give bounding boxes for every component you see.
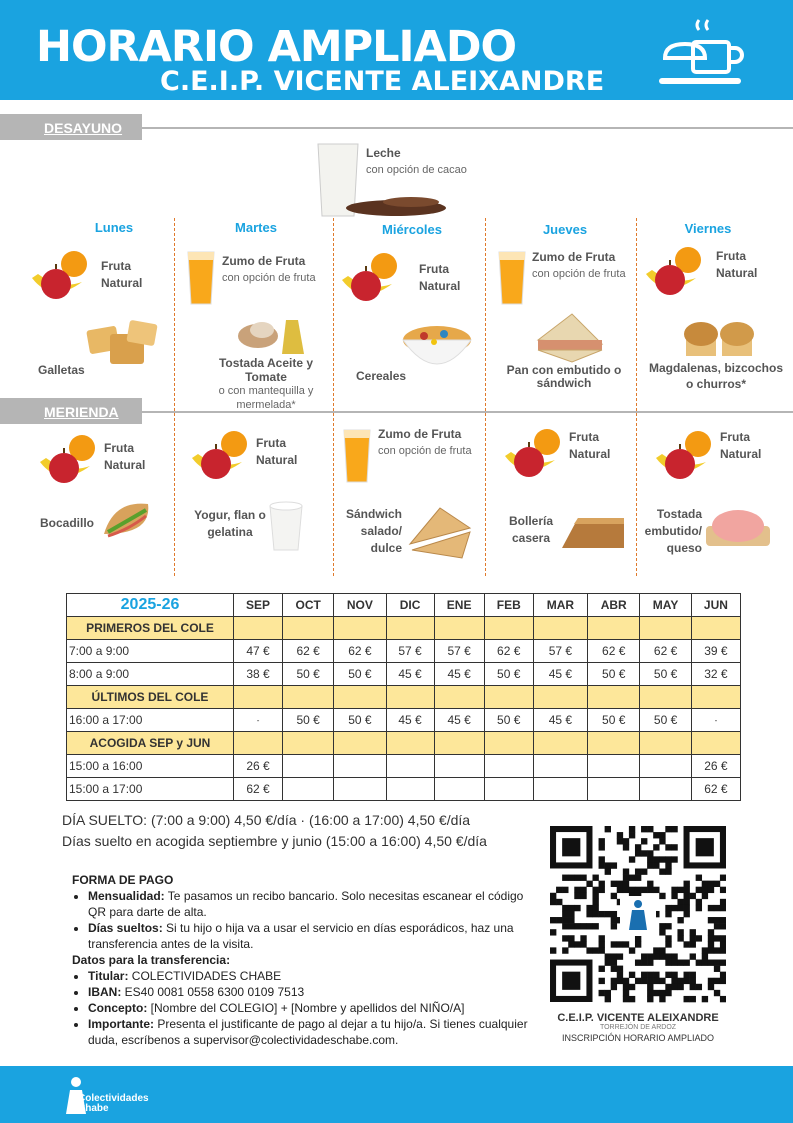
price-cell	[588, 778, 640, 801]
table-category-row	[67, 732, 741, 755]
merienda-jueves-item1: Fruta Natural	[569, 430, 611, 461]
month-header: SEP	[234, 594, 283, 617]
time-slot: 7:00 a 9:00	[67, 640, 234, 663]
price-cell: 39 €	[691, 640, 740, 663]
month-header: FEB	[484, 594, 533, 617]
price-cell	[283, 755, 334, 778]
month-header: MAR	[533, 594, 587, 617]
price-cell	[334, 755, 386, 778]
merienda-jueves-item2: Bollería casera	[508, 514, 553, 545]
merienda-miercoles-item1-sub: con opción de fruta	[378, 445, 472, 457]
month-header: NOV	[334, 594, 386, 617]
qr-town: TORREJÓN DE ARDOZ	[599, 1024, 677, 1031]
cookies-icon	[84, 318, 160, 372]
empty-cell	[691, 686, 740, 709]
empty-cell	[484, 686, 533, 709]
merienda-lunes-item2: Bocadillo	[40, 516, 95, 530]
empty-cell	[283, 686, 334, 709]
price-cell	[334, 778, 386, 801]
price-cell: 45 €	[533, 663, 587, 686]
qr-code[interactable]	[550, 826, 726, 1006]
empty-cell	[386, 686, 434, 709]
empty-cell	[484, 732, 533, 755]
yogurt-icon	[266, 500, 306, 552]
price-cell: 62 €	[691, 778, 740, 801]
jueves-item1-sub: con opción de fruta	[532, 268, 626, 280]
payment-title: FORMA DE PAGO	[72, 873, 174, 887]
milk-sub: con opción de cacao	[366, 164, 467, 176]
milk-label: Leche	[366, 146, 401, 160]
price-cell: 26 €	[234, 755, 283, 778]
price-cell: 45 €	[434, 663, 484, 686]
juice-icon	[186, 250, 216, 306]
sandwich-icon	[406, 504, 472, 560]
empty-cell	[434, 732, 484, 755]
cake-icon	[560, 514, 626, 550]
miercoles-item1: Fruta Natural	[419, 262, 461, 293]
empty-cell	[640, 732, 692, 755]
empty-cell	[283, 732, 334, 755]
day-jueves: Jueves	[542, 222, 588, 237]
payment-info	[72, 872, 532, 1048]
empty-cell	[234, 686, 283, 709]
empty-cell	[334, 686, 386, 709]
day-viernes: Viernes	[684, 221, 732, 236]
merienda-miercoles-item2: Sándwich salado/ dulce	[345, 507, 402, 555]
toast-oil-icon	[234, 306, 308, 356]
price-cell: 26 €	[691, 755, 740, 778]
empty-cell	[533, 617, 587, 640]
category-label: ÚLTIMOS DEL COLE	[67, 686, 234, 709]
martes-item2-sub: o con mantequilla y mermelada*	[218, 385, 314, 411]
lunes-item2: Galletas	[38, 363, 85, 377]
juice-icon	[342, 428, 372, 484]
dia-suelto-note: DÍA SUELTO: (7:00 a 9:00) 4,50 €/día · (16:00 a 17:00) 4,50 €/día	[62, 812, 471, 828]
price-cell	[533, 778, 587, 801]
empty-cell	[434, 617, 484, 640]
fruit-icon	[30, 248, 92, 300]
price-cell: 62 €	[588, 640, 640, 663]
price-cell: 62 €	[234, 778, 283, 801]
school-year: 2025-26	[67, 594, 234, 617]
empty-cell	[234, 732, 283, 755]
fruit-icon	[190, 428, 252, 480]
table-row	[67, 709, 741, 732]
transfer-title: Datos para la transferencia:	[72, 953, 231, 967]
footer-brand: Colectividades Chabe	[78, 1093, 149, 1114]
transfer-item: • Concepto: [Nombre del COLEGIO] + [Nombre y apellidos del NIÑO/A]	[88, 1000, 532, 1016]
price-cell: 50 €	[640, 709, 692, 732]
column-divider	[174, 218, 175, 576]
qr-caption: INSCRIPCIÓN HORARIO AMPLIADO	[561, 1033, 715, 1043]
empty-cell	[533, 732, 587, 755]
month-header: DIC	[386, 594, 434, 617]
merienda-lunes-item1: Fruta Natural	[104, 441, 146, 472]
price-cell: 62 €	[334, 640, 386, 663]
price-cell: 50 €	[484, 663, 533, 686]
price-cell	[283, 778, 334, 801]
fruit-icon	[644, 244, 706, 296]
transfer-item: • IBAN: ES40 0081 0558 6300 0109 7513	[88, 984, 532, 1000]
price-cell	[640, 755, 692, 778]
jueves-item1: Zumo de Fruta	[532, 250, 616, 264]
price-cell	[386, 755, 434, 778]
bocadillo-icon	[98, 494, 154, 550]
price-cell: 50 €	[283, 663, 334, 686]
miercoles-item2: Cereales	[356, 369, 407, 383]
empty-cell	[434, 686, 484, 709]
fruit-icon	[340, 250, 402, 302]
merienda-section-label: MERIENDA	[0, 398, 142, 424]
price-cell	[484, 755, 533, 778]
empty-cell	[386, 617, 434, 640]
merienda-miercoles-item1: Zumo de Fruta	[378, 427, 462, 441]
empty-cell	[283, 617, 334, 640]
month-header: OCT	[283, 594, 334, 617]
jueves-item2: Pan con embutido o sándwich	[506, 363, 622, 390]
payment-item: • Días sueltos: Si tu hijo o hija va a usar el servicio en días esporádicos, haz una transferencia antes de la visita.	[88, 920, 532, 952]
price-cell	[434, 778, 484, 801]
price-cell	[640, 778, 692, 801]
empty-cell	[691, 732, 740, 755]
price-cell: 45 €	[533, 709, 587, 732]
empty-cell	[640, 686, 692, 709]
merienda-martes-item2: Yogur, flan o gelatina	[194, 508, 266, 539]
table-row	[67, 778, 741, 801]
cereal-bowl-icon	[400, 318, 474, 378]
lunes-item1: Fruta Natural	[101, 259, 143, 290]
price-cell: 47 €	[234, 640, 283, 663]
table-row	[67, 755, 741, 778]
price-cell	[533, 755, 587, 778]
page-title: HORARIO AMPLIADO	[36, 22, 517, 72]
breakfast-cup-icon	[655, 14, 745, 94]
fruit-icon	[38, 432, 100, 484]
price-cell	[588, 755, 640, 778]
merienda-martes-item1: Fruta Natural	[256, 436, 298, 467]
transfer-item: • Titular: COLECTIVIDADES CHABE	[88, 968, 532, 984]
price-table	[66, 593, 741, 801]
price-cell: 50 €	[588, 663, 640, 686]
martes-item2: Tostada Aceite y Tomate	[218, 356, 314, 384]
time-slot: 15:00 a 16:00	[67, 755, 234, 778]
price-cell: 50 €	[484, 709, 533, 732]
dias-suelto-acogida-note: Días suelto en acogida septiembre y junio (15:00 a 16:00) 4,50 €/día	[62, 833, 487, 849]
time-slot: 16:00 a 17:00	[67, 709, 234, 732]
price-cell: 32 €	[691, 663, 740, 686]
qr-school: C.E.I.P. VICENTE ALEIXANDRE	[557, 1012, 719, 1024]
merienda-viernes-item2: Tostada embutido/ queso	[644, 507, 702, 555]
price-cell: 50 €	[334, 663, 386, 686]
price-cell: 62 €	[640, 640, 692, 663]
day-miercoles: Miércoles	[382, 222, 442, 237]
empty-cell	[588, 686, 640, 709]
price-table-body	[67, 617, 741, 801]
table-row	[67, 663, 741, 686]
category-label: ACOGIDA SEP y JUN	[67, 732, 234, 755]
section-divider	[142, 127, 793, 129]
table-header-row	[67, 594, 741, 617]
sandwich-icon	[534, 310, 606, 366]
price-cell: 50 €	[334, 709, 386, 732]
desayuno-section-label: DESAYUNO	[0, 114, 142, 140]
time-slot: 15:00 a 17:00	[67, 778, 234, 801]
month-header: JUN	[691, 594, 740, 617]
payment-item: • Mensualidad: Te pasamos un recibo bancario. Solo necesitas escanear el código QR para darte de alta.	[88, 888, 532, 920]
price-cell: 45 €	[386, 663, 434, 686]
month-header: ENE	[434, 594, 484, 617]
table-category-row	[67, 686, 741, 709]
price-cell: 62 €	[484, 640, 533, 663]
juice-icon	[497, 250, 527, 306]
day-martes: Martes	[235, 220, 277, 235]
price-cell: 62 €	[283, 640, 334, 663]
month-header: MAY	[640, 594, 692, 617]
martes-item1: Zumo de Fruta	[222, 254, 306, 268]
price-cell: -	[234, 709, 283, 732]
price-cell: 57 €	[434, 640, 484, 663]
empty-cell	[386, 732, 434, 755]
empty-cell	[334, 617, 386, 640]
price-cell: 50 €	[640, 663, 692, 686]
school-name: C.E.I.P. VICENTE ALEIXANDRE	[160, 66, 605, 97]
fruit-icon	[654, 428, 716, 480]
price-cell: 45 €	[434, 709, 484, 732]
month-header: ABR	[588, 594, 640, 617]
table-row	[67, 640, 741, 663]
column-divider	[485, 218, 486, 576]
price-cell: -	[691, 709, 740, 732]
empty-cell	[640, 617, 692, 640]
time-slot: 8:00 a 9:00	[67, 663, 234, 686]
price-cell: 38 €	[234, 663, 283, 686]
price-cell: 50 €	[283, 709, 334, 732]
transfer-item: • Importante: Presenta el justificante de pago al dejar a tu hijo/a. Si tienes cualquier duda, escríbenos a supervisor@colectividadeschabe.com.	[88, 1016, 532, 1048]
day-lunes: Lunes	[94, 220, 134, 235]
price-cell: 50 €	[588, 709, 640, 732]
empty-cell	[533, 686, 587, 709]
category-label: PRIMEROS DEL COLE	[67, 617, 234, 640]
price-cell: 57 €	[533, 640, 587, 663]
martes-item1-sub: con opción de fruta	[222, 272, 316, 284]
price-cell	[386, 778, 434, 801]
empty-cell	[588, 617, 640, 640]
empty-cell	[334, 732, 386, 755]
price-cell	[434, 755, 484, 778]
empty-cell	[484, 617, 533, 640]
merienda-viernes-item1: Fruta Natural	[720, 430, 762, 461]
muffins-icon	[682, 316, 758, 358]
viernes-item2: Magdalenas, bizcochos o churros*	[648, 361, 784, 391]
viernes-item1: Fruta Natural	[716, 249, 758, 280]
price-cell	[484, 778, 533, 801]
toast-ham-icon	[704, 506, 772, 552]
fruit-icon	[503, 426, 565, 478]
price-cell: 45 €	[386, 709, 434, 732]
price-cell: 57 €	[386, 640, 434, 663]
empty-cell	[588, 732, 640, 755]
section-divider	[142, 411, 793, 413]
empty-cell	[234, 617, 283, 640]
table-category-row	[67, 617, 741, 640]
empty-cell	[691, 617, 740, 640]
